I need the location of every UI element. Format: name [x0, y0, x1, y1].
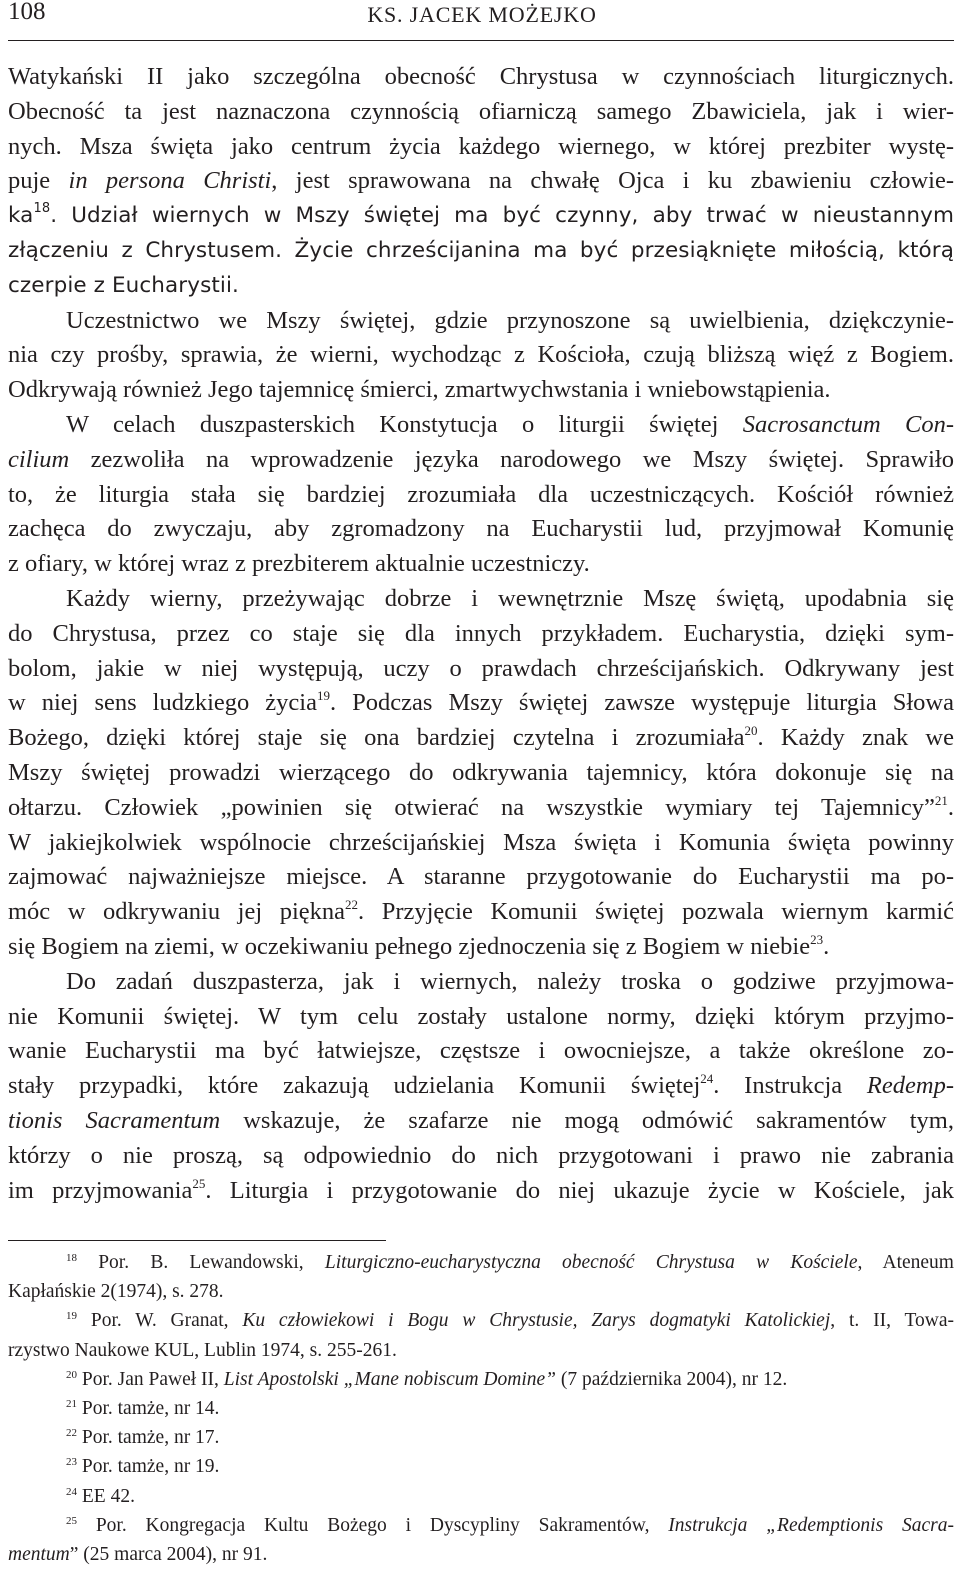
text-line: [8, 686, 954, 721]
text-run: ołtarzu. Człowiek „powinien się otwierać na wszystkie wymiary tej Tajemnicy”: [8, 793, 935, 821]
footnote-number: 21: [66, 1397, 77, 1410]
footnote-number: 24: [66, 1485, 77, 1498]
footnote-ref: 25: [192, 1175, 206, 1191]
text-line: to, że liturgia stała się bardziej zrozumiała dla uczestniczących. Kościół również: [8, 480, 954, 508]
text-line: zajmować najważniejsze miejsce. A staranne przygotowanie do Eucharystii ma po-: [8, 863, 954, 891]
text-line: którzy o nie proszą, są odpowiednio do nich przygotowani i prawo nie zabrania: [8, 1141, 954, 1169]
footnote-19: [8, 1306, 954, 1335]
italic-text: Ku człowiekowi i Bogu w Chrystusie, Zarys dogmatyki Katolickiej: [242, 1310, 831, 1332]
text-run: zezwoliła na wprowadzenie języka narodowego we Mszy świętej. Sprawiło: [69, 445, 954, 473]
text-run: Por. Kongregacja Kultu Bożego i Dyscypliny Sakramentów,: [77, 1514, 669, 1536]
text-run: Por. B. Lewandowski,: [77, 1252, 325, 1273]
running-head: KS. JACEK MOŻEJKO: [367, 2, 597, 27]
text-line: czerpie z Eucharystii.: [8, 272, 239, 298]
text-run: Por. tamże, nr 19.: [77, 1456, 220, 1478]
footnote-number: 22: [66, 1427, 77, 1440]
footnote-separator: [8, 1240, 386, 1241]
italic-text: cilium: [8, 445, 70, 473]
text-run: im przyjmowania: [8, 1176, 193, 1204]
footnote-22: [8, 1423, 954, 1452]
italic-text: Redemp-: [866, 1072, 954, 1100]
text-line: [8, 1069, 954, 1104]
footnote-19-cont: rzystwo Naukowe KUL, Lublin 1974, s. 255-261.: [8, 1339, 397, 1361]
text-line: zachęca do zwyczaju, aby zgromadzony na Eucharystii lud, przyjmował Komunię: [8, 515, 954, 543]
footnote-ref: 18: [33, 201, 51, 217]
text-line: [8, 164, 954, 199]
text-run: . Przyjęcie Komunii świętej pozwala wiernym karmić: [358, 898, 954, 926]
text-run: .: [823, 932, 830, 960]
text-line: [8, 1174, 954, 1209]
text-run: (7 października 2004), nr 12.: [556, 1368, 788, 1390]
text-run: Por. tamże, nr 14.: [77, 1397, 220, 1419]
text-line: Watykański II jako szczególna obecność Chrystusa w czynnościach liturgicznych.: [8, 63, 954, 90]
text-line: [8, 1104, 954, 1139]
text-run: , t. II, Towa-: [830, 1310, 954, 1332]
footnote-ref: 21: [934, 792, 948, 808]
text-line: bolom, jakie w niej występują, uczy o prawdach chrześcijańskich. Odkrywany jest: [8, 654, 954, 682]
text-run: W celach duszpasterskich Konstytucja o liturgii świętej: [66, 410, 743, 438]
italic-text: List Apostolski „Mane nobiscum Domine”: [223, 1368, 557, 1390]
text-line: [8, 199, 954, 234]
text-run: . Liturgia i przygotowanie do niej ukazuje życie w Kościele, jak: [205, 1176, 954, 1204]
page-number: 108: [8, 0, 46, 25]
text-run: w niej sens ludzkiego życia: [8, 689, 317, 717]
paragraph-start: Uczestnictwo we Mszy świętej, gdzie przynoszone są uwielbienia, dziękczynie-: [66, 306, 954, 334]
text-run: . Udział wiernych w Mszy świętej ma być czynny, aby trwać w nieustannym: [50, 203, 954, 229]
text-run: Por. W. Granat,: [77, 1310, 243, 1332]
text-run: Bożego, dzięki której staje się ona bardziej czytelna i zrozumiała: [8, 724, 745, 752]
footnote-number: 18: [66, 1252, 77, 1264]
text-run: . Podczas Mszy świętej zawsze występuje liturgia Słowa: [330, 689, 954, 717]
footnote-number: 19: [66, 1310, 77, 1323]
italic-text: tionis Sacramentum: [8, 1106, 221, 1134]
footnotes: [8, 1248, 954, 1569]
text-line: [8, 721, 954, 756]
footnote-24: [8, 1482, 954, 1511]
text-run: Por. tamże, nr 17.: [77, 1427, 220, 1449]
header-rule: [8, 40, 954, 41]
text-run: . Każdy znak we: [757, 724, 954, 752]
italic-text: Sacrosanctum Con-: [742, 410, 954, 438]
text-run: wskazuje, że szafarze nie mogą odmówić sakramentów tym,: [220, 1106, 954, 1134]
footnote-ref: 23: [810, 931, 824, 947]
text-line: z ofiary, w której wraz z prezbiterem aktualnie uczestniczy.: [8, 550, 590, 578]
text-line: do Chrystusa, przez co staje się dla innych przykładem. Eucharystia, dzięki sym-: [8, 619, 954, 647]
text-run: się Bogiem na ziemi, w oczekiwaniu pełnego zjednoczenia się z Bogiem w niebie: [8, 932, 811, 960]
footnote-25-cont: [8, 1540, 954, 1569]
text-line: [8, 895, 954, 930]
text-run: móc w odkrywaniu jej piękna: [8, 898, 346, 926]
text-line: Mszy świętej prowadzi wierzącego do odkrywania tajemnicy, która dokonuje się na: [8, 758, 954, 786]
footnote-ref: 19: [317, 688, 330, 704]
text-line: [8, 791, 954, 826]
footnote-23: [8, 1452, 954, 1481]
text-line: Odkrywają również Jego tajemnicę śmierci, zmartwychwstania i wniebowstąpienia.: [8, 376, 831, 404]
footnote-18-cont: Kapłańskie 2(1974), s. 278.: [8, 1281, 224, 1303]
text-run: puje: [8, 167, 69, 195]
footnote-ref: 22: [345, 897, 359, 913]
text-run: .: [947, 793, 954, 821]
paragraph-start: [8, 408, 954, 443]
text-line: Obecność ta jest naznaczona czynnością ofiarniczą samego Zbawiciela, jak i wier-: [8, 97, 954, 125]
footnote-20: [8, 1365, 954, 1394]
text-line: nych. Msza święta jako centrum życia każdego wiernego, w której prezbiter wystę-: [8, 132, 954, 160]
text-line: W jakiejkolwiek wspólnocie chrześcijańskiej Msza święta i Komunia święta powinny: [8, 828, 954, 856]
book-page: [8, 0, 956, 1565]
text-line: wanie Eucharystii ma być łatwiejsze, częstsze i owocniejsze, a także określone zo-: [8, 1037, 954, 1065]
footnote-number: 23: [66, 1456, 77, 1469]
text-run: , jest sprawowana na chwałę Ojca i ku zbawieniu człowie-: [271, 167, 955, 195]
italic-text: in persona Christi: [68, 167, 272, 195]
italic-text: Instrukcja „Redemptionis Sacra-: [668, 1514, 955, 1536]
footnote-ref: 20: [744, 723, 758, 739]
italic-text: Liturgiczno-eucharystyczna obecność Chrystusa w Kościele: [324, 1252, 858, 1273]
text-run: . Instrukcja: [713, 1072, 867, 1100]
text-run: EE 42.: [77, 1485, 135, 1507]
text-run: ” (25 marca 2004), nr 91.: [69, 1543, 268, 1565]
paragraph-start: Do zadań duszpasterza, jak i wiernych, należy troska o godziwe przyjmowa-: [66, 967, 954, 995]
footnote-21: [8, 1394, 954, 1423]
text-run: ka: [8, 203, 34, 229]
text-run: Por. Jan Paweł II,: [77, 1368, 224, 1390]
text-line: [8, 930, 954, 965]
body-text: [8, 60, 954, 1208]
text-line: nie Komunii świętej. W tym celu zostały ustalone normy, dzięki którym przyjmo-: [8, 1002, 954, 1030]
text-run: , Ateneum: [857, 1252, 954, 1273]
text-run: stały przypadki, które zakazują udzielania Komunii świętej: [8, 1072, 701, 1100]
text-line: nia czy prośby, sprawia, że wierni, wychodząc z Kościoła, czują bliższą więź z Bogiem.: [8, 341, 954, 369]
paragraph-start: Każdy wierny, przeżywając dobrze i wewnętrznie Mszę świętą, upodabnia się: [66, 584, 954, 612]
footnote-number: 25: [66, 1514, 77, 1527]
footnote-18: [8, 1248, 954, 1277]
footnote-25: [8, 1511, 954, 1540]
page-header: [8, 0, 956, 32]
footnote-number: 20: [66, 1368, 77, 1381]
text-line: złączeniu z Chrystusem. Życie chrześcijanina ma być przesiąknięte miłością, którą: [8, 237, 954, 263]
footnote-ref: 24: [700, 1071, 714, 1087]
italic-text: mentum: [8, 1543, 70, 1565]
text-line: [8, 443, 954, 478]
